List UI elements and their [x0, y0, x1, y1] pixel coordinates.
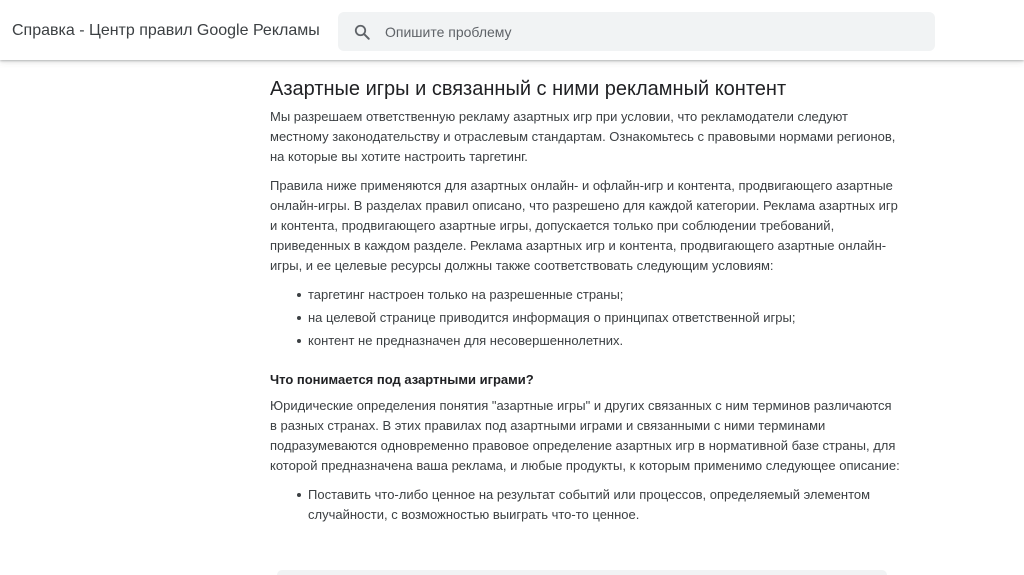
app-title[interactable]: Справка - Центр правил Google Рекламы	[12, 22, 320, 39]
top-app-bar	[0, 0, 1024, 60]
rules-paragraph: Правила ниже применяются для азартных онлайн- и офлайн-игр и контента, продвигающего азартные онлайн-игры. В разделах правил описано, что разрешено для каждой категории. Реклама азартных игр и контента, продвигающего азартные игры, допускается только при соблюдении требований, приведенных в каждом разделе. Реклама азартных игр и контента, продвигающего азартные онлайн-игры, и ее целевые ресурсы должны также соответствовать следующим условиям:	[270, 178, 898, 273]
content-card-edge	[277, 570, 887, 575]
requirements-list	[270, 285, 900, 351]
search-box[interactable]	[338, 12, 935, 51]
list-item: таргетинг настроен только на разрешенные страны;	[296, 285, 900, 305]
search-icon-glyph	[353, 23, 371, 41]
page-title: Азартные игры и связанный с ними рекламный контент	[270, 78, 787, 100]
list-item: контент не предназначен для несовершеннолетних.	[296, 331, 900, 351]
article-content	[270, 76, 900, 528]
section-heading: Что понимается под азартными играми?	[270, 372, 534, 387]
list-item: Поставить что-либо ценное на результат событий или процессов, определяемый элементом случайности, с возможностью выиграть что-то ценное.	[296, 485, 900, 525]
list-item: на целевой странице приводится информация о принципах ответственной игры;	[296, 308, 900, 328]
definition-paragraph: Юридические определения понятия "азартные игры" и других связанных с ним терминов различаются в разных странах. В этих правилах под азартными играми и связанными с ними терминами подразумеваются одновременно правовое определение азартных игр в нормативной базе страны, для которой предназначена ваша реклама, и любые продукты, к которым применимо следующее описание:	[270, 398, 900, 473]
definition-list	[270, 485, 900, 525]
search-input[interactable]	[385, 12, 905, 51]
intro-paragraph: Мы разрешаем ответственную рекламу азартных игр при условии, что рекламодатели следуют местному законодательству и отраслевым стандартам. Ознакомьтесь с правовыми нормами регионов, на которые вы хотите настроить таргетинг.	[270, 109, 896, 164]
search-icon[interactable]	[353, 23, 371, 41]
